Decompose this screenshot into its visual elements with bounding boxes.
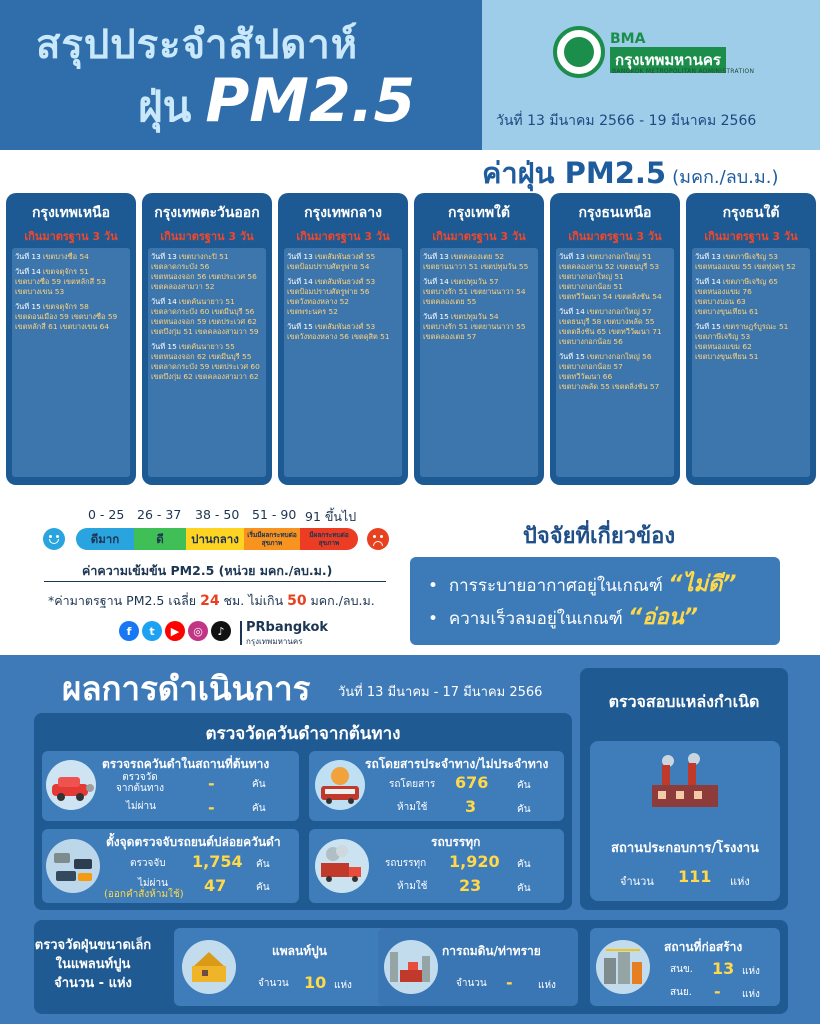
logo-en: BANGKOK METROPOLITAN ADMINISTRATION <box>612 68 755 75</box>
onsite-failed-label: ไม่ผ่าน <box>126 801 156 812</box>
district-readings <box>12 248 130 477</box>
unit-label: คัน <box>517 804 531 815</box>
legend-range: 91 ขึ้นไป <box>305 509 357 524</box>
youtube-icon[interactable]: ▶ <box>165 621 185 641</box>
standard-note: *ค่ามาตรฐาน PM2.5 เฉลี่ย 24 ชม. ไม่เกิน 50 มคก./ลบ.ม. <box>48 593 375 609</box>
construction-card <box>590 928 780 1006</box>
divider <box>240 621 242 645</box>
district-exceed-label: เกินมาตรฐาน 3 วัน <box>432 230 526 243</box>
onsite-failed-value: - <box>208 798 215 817</box>
source-count-label: จำนวน <box>620 875 654 888</box>
district-reading: วันที่ 14 เขตสัมพันธวงศ์ 53 <box>287 277 376 286</box>
truck-checked-value: 1,920 <box>449 852 500 871</box>
district-reading: วันที่ 14 เขตปทุมวัน 57 <box>423 277 499 286</box>
checkpoint-failed-label: ไม่ผ่าน <box>138 878 168 889</box>
pm-section-title: ค่าฝุ่น PM2.5 (มคก./ลบ.ม.) <box>482 156 779 190</box>
unit-label: คัน <box>252 803 266 814</box>
district-exceed-label: เกินมาตรฐาน 3 วัน <box>160 230 254 243</box>
district-reading: วันที่ 13 เขตบางกะปิ 51 <box>151 252 229 261</box>
factor-ventilation: • การระบายอากาศอยู่ในเกณฑ์ “ไม่ดี” <box>428 572 737 597</box>
unit-label: คัน <box>256 882 270 893</box>
smoke-title: ตรวจวัดควันดำจากต้นทาง <box>205 724 401 744</box>
header <box>0 0 820 150</box>
district-exceed-label: เกินมาตรฐาน 3 วัน <box>24 230 118 243</box>
social-icons <box>119 621 231 641</box>
district-column <box>142 193 272 485</box>
district-name: กรุงเทพใต้ <box>447 205 510 221</box>
district-reading: เขตบางกอกน้อย 57 <box>559 362 623 371</box>
social-org: กรุงเทพมหานคร <box>246 637 303 646</box>
bus-checked-value: 676 <box>455 773 489 792</box>
district-readings <box>420 248 538 477</box>
facebook-icon[interactable]: f <box>119 621 139 641</box>
unit-label: คัน <box>256 859 270 870</box>
landfill-icon <box>384 940 438 994</box>
truck-icon <box>315 839 369 893</box>
district-reading: วันที่ 14 เขตคันนายาว 51 <box>151 297 235 306</box>
district-reading: เขตบางซื่อ 59 เขตหลักสี่ 53 <box>15 277 106 286</box>
district-reading: วันที่ 14 เขตบางกอกใหญ่ 57 <box>559 307 652 316</box>
unit-label: คัน <box>517 859 531 870</box>
unit-label: แห่ง <box>742 989 760 1000</box>
dust-title: ตรวจวัดฝุ่นขนาดเล็ก ในแพลนท์ปูน จำนวน - แห่ง <box>34 938 152 991</box>
bus-banned-value: 3 <box>465 797 477 816</box>
factors-title: ปัจจัยที่เกี่ยวข้อง <box>522 524 676 549</box>
district-reading: เขตวังทองหลาง 52 <box>287 297 349 306</box>
legend-level: มีผลกระทบต่อสุขภาพ <box>300 528 358 550</box>
district-name: กรุงธนใต้ <box>722 205 780 221</box>
district-reading: เขตตลิ่งชัน 65 เขตทวีวัฒนา 71 <box>559 327 662 336</box>
district-reading: เขตบางขุนเทียน 51 <box>695 352 759 361</box>
district-reading: เขตธนบุรี 58 เขตบางพลัด 55 <box>559 317 655 326</box>
truck-card <box>309 829 564 903</box>
checkpoint-title: ตั้งจุดตรวจจับรถยนต์ปล่อยควันดำ <box>106 835 281 849</box>
unit-label: แห่ง <box>334 980 352 991</box>
twitter-icon[interactable]: t <box>142 621 162 641</box>
district-reading: เขตทวีวัฒนา 66 <box>559 372 613 381</box>
bus-banned-label: ห้ามใช้ <box>397 802 428 813</box>
district-reading: เขตบางพลัด 55 เขตตลิ่งชัน 57 <box>559 382 660 391</box>
onsite-checked-value: - <box>208 774 215 793</box>
page-subtitle: ฝุ่น PM2.5 <box>138 66 416 136</box>
district-reading: เขตบางรัก 51 เขตยานนาวา 55 <box>423 322 526 331</box>
happy-face-icon <box>43 528 65 550</box>
truck-banned-label: ห้ามใช้ <box>397 881 428 892</box>
district-reading: เขตดอนเมือง 59 เขตบางซื่อ 59 <box>15 312 118 321</box>
district-exceed-label: เกินมาตรฐาน 3 วัน <box>704 230 798 243</box>
legend-level: ดี <box>134 528 186 550</box>
divider <box>44 581 386 582</box>
plant-count-value: 10 <box>304 973 327 992</box>
construction-a-label: สนข. <box>670 964 693 975</box>
bma-seal-icon <box>553 26 605 78</box>
district-readings <box>148 248 266 477</box>
district-reading: เขตพระนคร 52 <box>287 307 338 316</box>
district-reading: วันที่ 13 เขตบางกอกใหญ่ 51 <box>559 252 652 261</box>
district-name: กรุงธนเหนือ <box>578 205 652 221</box>
district-reading: วันที่ 14 เขตภาษีเจริญ 65 <box>695 277 778 286</box>
checkpoint-failed-value: 47 <box>204 876 227 895</box>
district-reading: วันที่ 13 เขตบางซื่อ 54 <box>15 252 89 261</box>
onsite-checked-label: ตรวจวัด จากต้นทาง <box>116 772 164 794</box>
cement-plant-icon <box>182 940 236 994</box>
legend-bar <box>76 528 358 550</box>
district-reading: เขตหลักสี่ 61 เขตบางเขน 64 <box>15 322 110 331</box>
legend-range: 0 - 25 <box>88 507 125 522</box>
district-reading: วันที่ 13 เขตภาษีเจริญ 53 <box>695 252 778 261</box>
district-reading: เขตบางขุนเทียน 61 <box>695 307 759 316</box>
district-reading: เขตลาดกระบัง 59 เขตประเวศ 60 <box>151 362 260 371</box>
district-reading: วันที่ 13 เขตสัมพันธวงศ์ 55 <box>287 252 376 261</box>
district-reading: เขตบางเขน 53 <box>15 287 65 296</box>
bus-icon <box>315 760 365 810</box>
district-reading: เขตหนองจอก 56 เขตประเวศ 56 <box>151 272 257 281</box>
district-exceed-label: เกินมาตรฐาน 3 วัน <box>568 230 662 243</box>
landfill-title: การถมดิน/ท่าทราย <box>442 944 541 958</box>
construction-a-value: 13 <box>712 959 735 978</box>
truck-title: รถบรรทุก <box>431 835 481 849</box>
construction-b-value: - <box>714 982 721 1001</box>
legend-range: 26 - 37 <box>137 507 182 522</box>
district-reading: เขตคลองเตย 57 <box>423 332 477 341</box>
district-reading: เขตบางกอกน้อย 51 <box>559 282 623 291</box>
dust-panel <box>34 920 788 1014</box>
legend-level: เริ่มมีผลกระทบต่อสุขภาพ <box>244 528 300 550</box>
construction-b-label: สนย. <box>670 987 692 998</box>
date-range: วันที่ 13 มีนาคม 2566 - 19 มีนาคม 2566 <box>496 113 757 129</box>
truck-checked-label: รถบรรทุก <box>385 858 427 869</box>
district-reading: เขตป้อมปราบศัตรูพ่าย 56 <box>287 287 370 296</box>
bus-title: รถโดยสารประจำทาง/ไม่ประจำทาง <box>365 757 549 771</box>
district-column <box>686 193 816 485</box>
page-title: สรุปประจำสัปดาห์ <box>36 22 359 68</box>
traffic-icon <box>46 839 100 893</box>
district-reading: วันที่ 15 เขตราษฎร์บูรณะ 51 <box>695 322 789 331</box>
district-reading: เขตบางกอกน้อย 56 <box>559 337 623 346</box>
bus-checked-label: รถโดยสาร <box>389 779 436 790</box>
checkpoint-failed-note: (ออกคำสั่งห้ามใช้) <box>104 889 184 900</box>
factory-icon <box>648 751 722 811</box>
district-reading: วันที่ 15 เขตจตุจักร 58 <box>15 302 89 311</box>
onsite-card <box>42 751 299 821</box>
district-readings <box>692 248 810 477</box>
results-date: วันที่ 13 มีนาคม - 17 มีนาคม 2566 <box>338 685 543 700</box>
landfill-count-value: - <box>506 973 513 992</box>
district-readings <box>556 248 674 477</box>
source-count-value: 111 <box>678 867 712 886</box>
district-column <box>550 193 680 485</box>
district-reading: เขตหนองแขม 55 เขตทุ่งครุ 52 <box>695 262 796 271</box>
landfill-count-label: จำนวน <box>456 978 487 989</box>
unit-label: แห่ง <box>538 980 556 991</box>
legend-caption: ค่าความเข้มข้น PM2.5 (หน่วย มคก./ลบ.ม.) <box>82 563 333 578</box>
district-reading: วันที่ 13 เขตคลองเตย 52 <box>423 252 505 261</box>
district-reading: เขตทวีวัฒนา 54 เขตตลิ่งชัน 54 <box>559 292 662 301</box>
district-name: กรุงเทพเหนือ <box>31 205 111 221</box>
district-column <box>414 193 544 485</box>
smoke-panel <box>34 713 572 910</box>
district-reading: วันที่ 15 เขตคันนายาว 55 <box>151 342 235 351</box>
district-reading: วันที่ 15 เขตสัมพันธวงศ์ 53 <box>287 322 376 331</box>
district-reading: เขตคลองสามวา 52 <box>151 282 215 291</box>
district-reading: เขตบึงกุ่ม 62 เขตคลองสามวา 62 <box>151 372 259 381</box>
source-label: สถานประกอบการ/โรงงาน <box>611 841 759 856</box>
district-reading: เขตภาษีเจริญ 53 <box>695 332 751 341</box>
checkpoint-caught-value: 1,754 <box>192 852 243 871</box>
logo-name: กรุงเทพมหานคร <box>610 47 726 73</box>
district-reading: เขตหนองจอก 62 เขตมีนบุรี 55 <box>151 352 252 361</box>
plant-count-label: จำนวน <box>258 978 289 989</box>
district-reading: เขตหนองแขม 76 <box>695 287 752 296</box>
results-title: ผลการดำเนินการ <box>62 669 311 708</box>
district-reading: เขตบึงกุ่ม 51 เขตคลองสามวา 59 <box>151 327 259 336</box>
factors-box <box>410 557 780 645</box>
construction-title: สถานที่ก่อสร้าง <box>664 940 743 954</box>
onsite-title: ตรวจรถควันดำในสถานที่ต้นทาง <box>102 757 270 771</box>
plant-title: แพลนท์ปูน <box>272 944 327 958</box>
district-column <box>6 193 136 485</box>
district-reading: เขตบางรัก 51 เขตยานนาวา 54 <box>423 287 526 296</box>
sad-face-icon <box>367 528 389 550</box>
district-reading: วันที่ 14 เขตจตุจักร 51 <box>15 267 89 276</box>
checkpoint-card <box>42 829 299 903</box>
unit-label: คัน <box>517 883 531 894</box>
instagram-icon[interactable]: ◎ <box>188 621 208 641</box>
source-title: ตรวจสอบแหล่งกำเนิด <box>608 692 760 711</box>
legend-level: ปานกลาง <box>186 528 244 550</box>
district-reading: เขตบางบอน 63 <box>695 297 746 306</box>
unit-label: แห่ง <box>742 966 760 977</box>
plant-card <box>174 928 402 1006</box>
unit-label: คัน <box>252 779 266 790</box>
district-reading: เขตหนองแขม 62 <box>695 342 752 351</box>
district-name: กรุงเทพตะวันออก <box>154 205 260 221</box>
district-column <box>278 193 408 485</box>
truck-banned-value: 23 <box>459 876 482 895</box>
district-reading: วันที่ 15 เขตบางกอกใหญ่ 56 <box>559 352 652 361</box>
unit-label: แห่ง <box>730 875 750 888</box>
district-reading: เขตบางกอกใหญ่ 51 <box>559 272 624 281</box>
unit-label: คัน <box>517 780 531 791</box>
district-reading: เขตวังทองหลาง 56 เขตดุสิต 51 <box>287 332 390 341</box>
logo-abbr: BMA <box>610 31 646 47</box>
district-exceed-label: เกินมาตรฐาน 3 วัน <box>296 230 390 243</box>
district-reading: เขตคลองสาน 52 เขตธนบุรี 53 <box>559 262 660 271</box>
district-reading: เขตลาดกระบัง 60 เขตมีนบุรี 56 <box>151 307 255 316</box>
legend-range: 51 - 90 <box>252 507 297 522</box>
source-card <box>590 741 780 901</box>
landfill-card <box>378 928 578 1006</box>
district-name: กรุงเทพกลาง <box>304 205 382 221</box>
legend-range: 38 - 50 <box>195 507 240 522</box>
district-reading: เขตป้อมปราบศัตรูพ่าย 54 <box>287 262 370 271</box>
bus-card <box>309 751 564 821</box>
factor-wind: • ความเร็วลมอยู่ในเกณฑ์ “อ่อน” <box>428 605 698 630</box>
legend-level: ดีมาก <box>76 528 134 550</box>
tiktok-icon[interactable]: ♪ <box>211 621 231 641</box>
district-reading: เขตหนองจอก 59 เขตประเวศ 62 <box>151 317 257 326</box>
construction-icon <box>596 940 650 994</box>
district-readings <box>284 248 402 477</box>
checkpoint-caught-label: ตรวจจับ <box>130 858 166 869</box>
social-handle: PRbangkok <box>246 620 329 635</box>
legend-ranges <box>82 507 362 523</box>
district-reading: เขตยานนาวา 51 เขตปทุมวัน 55 <box>423 262 529 271</box>
district-reading: เขตลาดกระบัง 56 <box>151 262 210 271</box>
car-icon <box>46 760 96 810</box>
district-reading: วันที่ 15 เขตปทุมวัน 54 <box>423 312 499 321</box>
district-reading: เขตคลองเตย 55 <box>423 297 477 306</box>
